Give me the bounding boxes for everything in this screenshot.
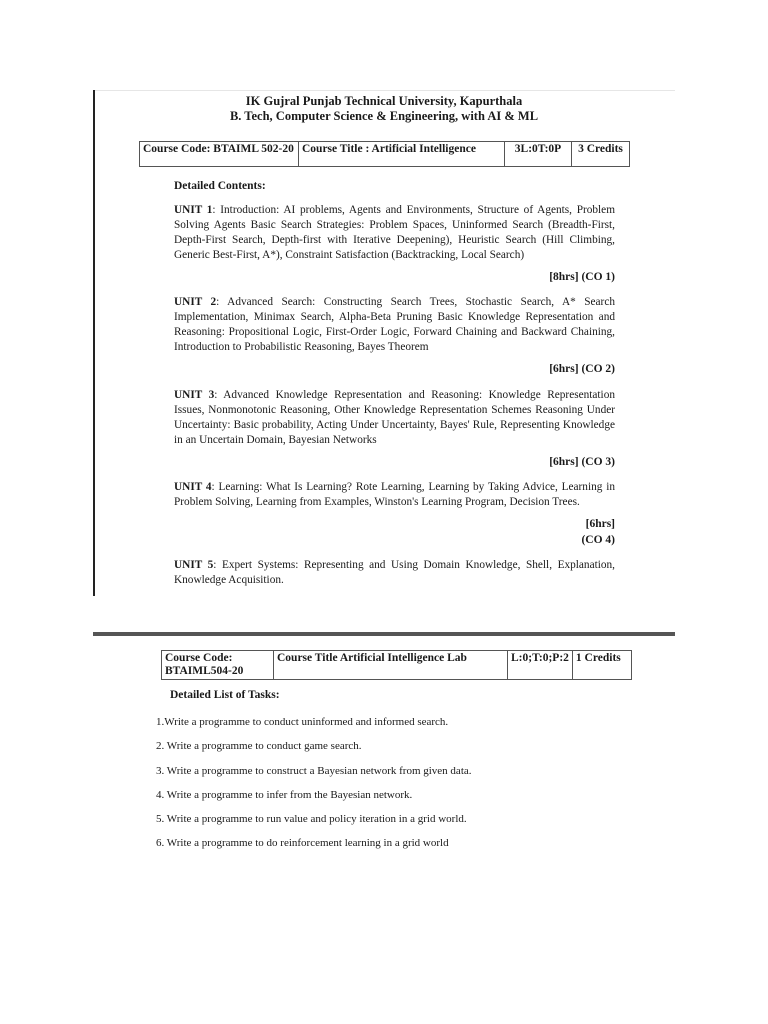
unit-label: UNIT 3 xyxy=(174,389,215,401)
unit-4-hours: [6hrs] xyxy=(585,518,615,530)
left-margin-rule xyxy=(93,90,95,596)
task-item: 1.Write a programme to conduct uninformed and informed search. xyxy=(156,716,449,728)
unit-1-hours: [8hrs] (CO 1) xyxy=(549,271,615,283)
course-title: Course Title : Artificial Intelligence xyxy=(299,142,505,167)
course-ltp: 3L:0T:0P xyxy=(505,142,572,167)
unit-4-paragraph: UNIT 4: Learning: What Is Learning? Rote Learning, Learning by Taking Advice, Learning in Problem Solving, Learning from Examples, Winston's Learning Program, Decision Trees. xyxy=(174,481,615,508)
course-code: Course Code: BTAIML 502-20 xyxy=(140,142,299,167)
task-item: 2. Write a programme to conduct game search. xyxy=(156,740,362,752)
unit-text: Advanced Search: Constructing Search Trees, Stochastic Search, A* Search Implementation, Minimax Search, Alpha-Beta Pruning Basic Knowledge Representation and Reasoning: Propositional Logic, First-Order Logic, Forward Chaining and Backward Chaining, Introduction to Probabilistic Reasoning, Bayes Theorem xyxy=(174,296,615,353)
unit-1-paragraph: UNIT 1: Introduction: AI problems, Agents and Environments, Structure of Agents, Problem Solving Agents Basic Search Strategies: Problem Spaces, Uninformed Search (Breadth-First, Depth-First Search, Depth-first with Iterative Deepening), Heuristic Search (Hill Climbing, Generic Best-First, A*), Constraint Satisfaction (Backtracking, Local Search) xyxy=(174,204,615,261)
lab-course-credits: 1 Credits xyxy=(572,651,631,680)
unit-2-paragraph: UNIT 2: Advanced Search: Constructing Search Trees, Stochastic Search, A* Search Implementation, Minimax Search, Alpha-Beta Pruning Basic Knowledge Representation and Reasoning: Propositional Logic, First-Order Logic, Forward Chaining and Backward Chaining, Introduction to Probabilistic Reasoning, Bayes Theorem xyxy=(174,296,615,353)
unit-3-hours: [6hrs] (CO 3) xyxy=(549,456,615,468)
task-item: 5. Write a programme to run value and policy iteration in a grid world. xyxy=(156,813,467,825)
detailed-contents-heading: Detailed Contents: xyxy=(174,180,266,192)
unit-text: Expert Systems: Representing and Using Domain Knowledge, Shell, Explanation, Knowledge Acquisition. xyxy=(174,559,615,586)
unit-text: Introduction: AI problems, Agents and Environments, Structure of Agents, Problem Solving Agents Basic Search Strategies: Problem Spaces, Uninformed Search (Breadth-First, Depth-First Search, Depth-first with Iterative Deepening), Heuristic Search (Hill Climbing, Generic Best-First, A*), Constraint Satisfaction (Backtracking, Local Search) xyxy=(174,204,615,261)
task-item: 4. Write a programme to infer from the Bayesian network. xyxy=(156,789,413,801)
tasks-heading: Detailed List of Tasks: xyxy=(170,689,280,701)
unit-5-paragraph: UNIT 5: Expert Systems: Representing and Using Domain Knowledge, Shell, Explanation, Knowledge Acquisition. xyxy=(174,559,615,586)
lab-course-info-table xyxy=(161,650,632,680)
unit-label: UNIT 4 xyxy=(174,481,212,493)
lab-course-ltp: L:0;T:0;P:2 xyxy=(508,651,573,680)
university-name: IK Gujral Punjab Technical University, Kapurthala xyxy=(245,94,523,108)
unit-label: UNIT 2 xyxy=(174,296,217,308)
task-item: 3. Write a programme to construct a Bayesian network from given data. xyxy=(156,765,472,777)
lab-course-code: Course Code: BTAIML504-20 xyxy=(162,651,274,680)
unit-label: UNIT 5 xyxy=(174,559,214,571)
unit-4-co: (CO 4) xyxy=(581,534,615,546)
page-separator xyxy=(93,632,675,636)
course-info-table xyxy=(139,141,630,167)
unit-text: Learning: What Is Learning? Rote Learning, Learning by Taking Advice, Learning in Problem Solving, Learning from Examples, Winston's Learning Program, Decision Trees. xyxy=(174,481,615,508)
program-name: B. Tech, Computer Science & Engineering, with AI & ML xyxy=(229,109,539,123)
task-item: 6. Write a programme to do reinforcement learning in a grid world xyxy=(156,837,449,849)
unit-2-hours: [6hrs] (CO 2) xyxy=(549,363,615,375)
top-divider xyxy=(93,90,675,91)
unit-text: Advanced Knowledge Representation and Reasoning: Knowledge Representation Issues, Nonmonotonic Reasoning, Other Knowledge Representation Schemes Reasoning Under Uncertainty: Basic probability, Acting Under Uncertainty, Bayes' Rule, Representing Knowledge in an Uncertain Domain, Bayesian Networks xyxy=(174,389,615,446)
lab-course-title: Course Title Artificial Intelligence Lab xyxy=(274,651,508,680)
unit-label: UNIT 1 xyxy=(174,204,213,216)
unit-3-paragraph: UNIT 3: Advanced Knowledge Representation and Reasoning: Knowledge Representation Issues, Nonmonotonic Reasoning, Other Knowledge Representation Schemes Reasoning Under Uncertainty: Basic probability, Acting Under Uncertainty, Bayes' Rule, Representing Knowledge in an Uncertain Domain, Bayesian Networks xyxy=(174,389,615,446)
course-credits: 3 Credits xyxy=(572,142,630,167)
